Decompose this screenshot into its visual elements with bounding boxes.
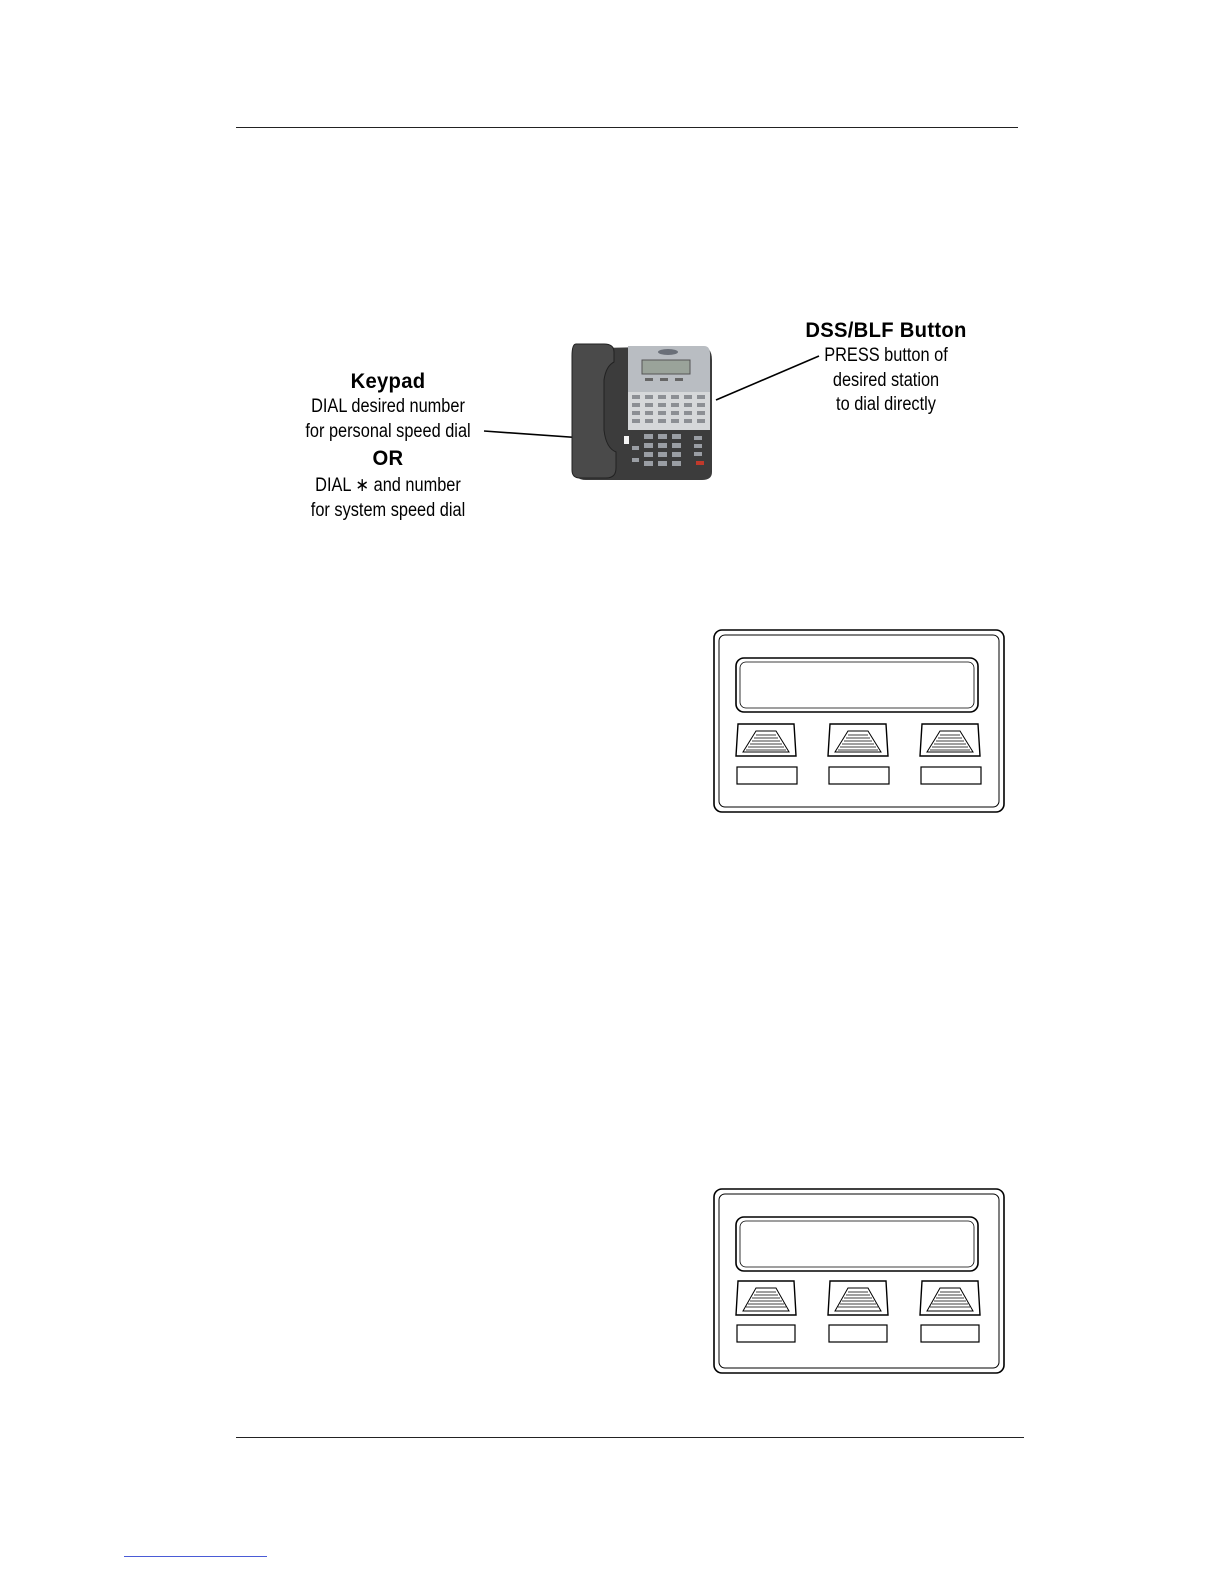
softkey-button-3 [920, 724, 980, 756]
lcd-display-2 [712, 1187, 1006, 1375]
keypad-line-2: for personal speed dial [305, 420, 471, 442]
dss-blf-heading: DSS/BLF Button [805, 319, 967, 342]
dss-line-2: desired station [832, 369, 940, 391]
footnote-link-underline[interactable] [124, 1556, 267, 1557]
softkey-button-1 [736, 724, 796, 756]
softkey-label-box-2 [829, 767, 889, 784]
softkey-label-box-1 [737, 1325, 795, 1342]
lcd-display-1 [712, 628, 1006, 814]
lcd-screen [736, 658, 978, 712]
keypad-heading: Keypad [350, 370, 426, 393]
phone-illustration [0, 0, 1224, 600]
keypad-line-4: for system speed dial [310, 499, 466, 521]
dss-line-1: PRESS button of [824, 345, 948, 366]
lcd-screen [736, 1217, 978, 1271]
softkey-label-box-3 [921, 767, 981, 784]
softkey-button-2 [828, 724, 888, 756]
dss-line-3: to dial directly [836, 394, 936, 415]
keypad-line-1: DIAL desired number [311, 396, 465, 417]
softkey-button-3 [920, 1281, 980, 1315]
softkey-label-box-3 [921, 1325, 979, 1342]
footer-rule [236, 1437, 1024, 1438]
softkey-button-2 [828, 1281, 888, 1315]
softkey-button-1 [736, 1281, 796, 1315]
keypad-line-3: DIAL ∗ and number [315, 475, 461, 496]
softkey-label-box-2 [829, 1325, 887, 1342]
desk-phone-icon [572, 344, 712, 480]
softkey-label-box-1 [737, 767, 797, 784]
dss-leader-line [716, 356, 819, 400]
or-divider: OR [372, 447, 404, 470]
